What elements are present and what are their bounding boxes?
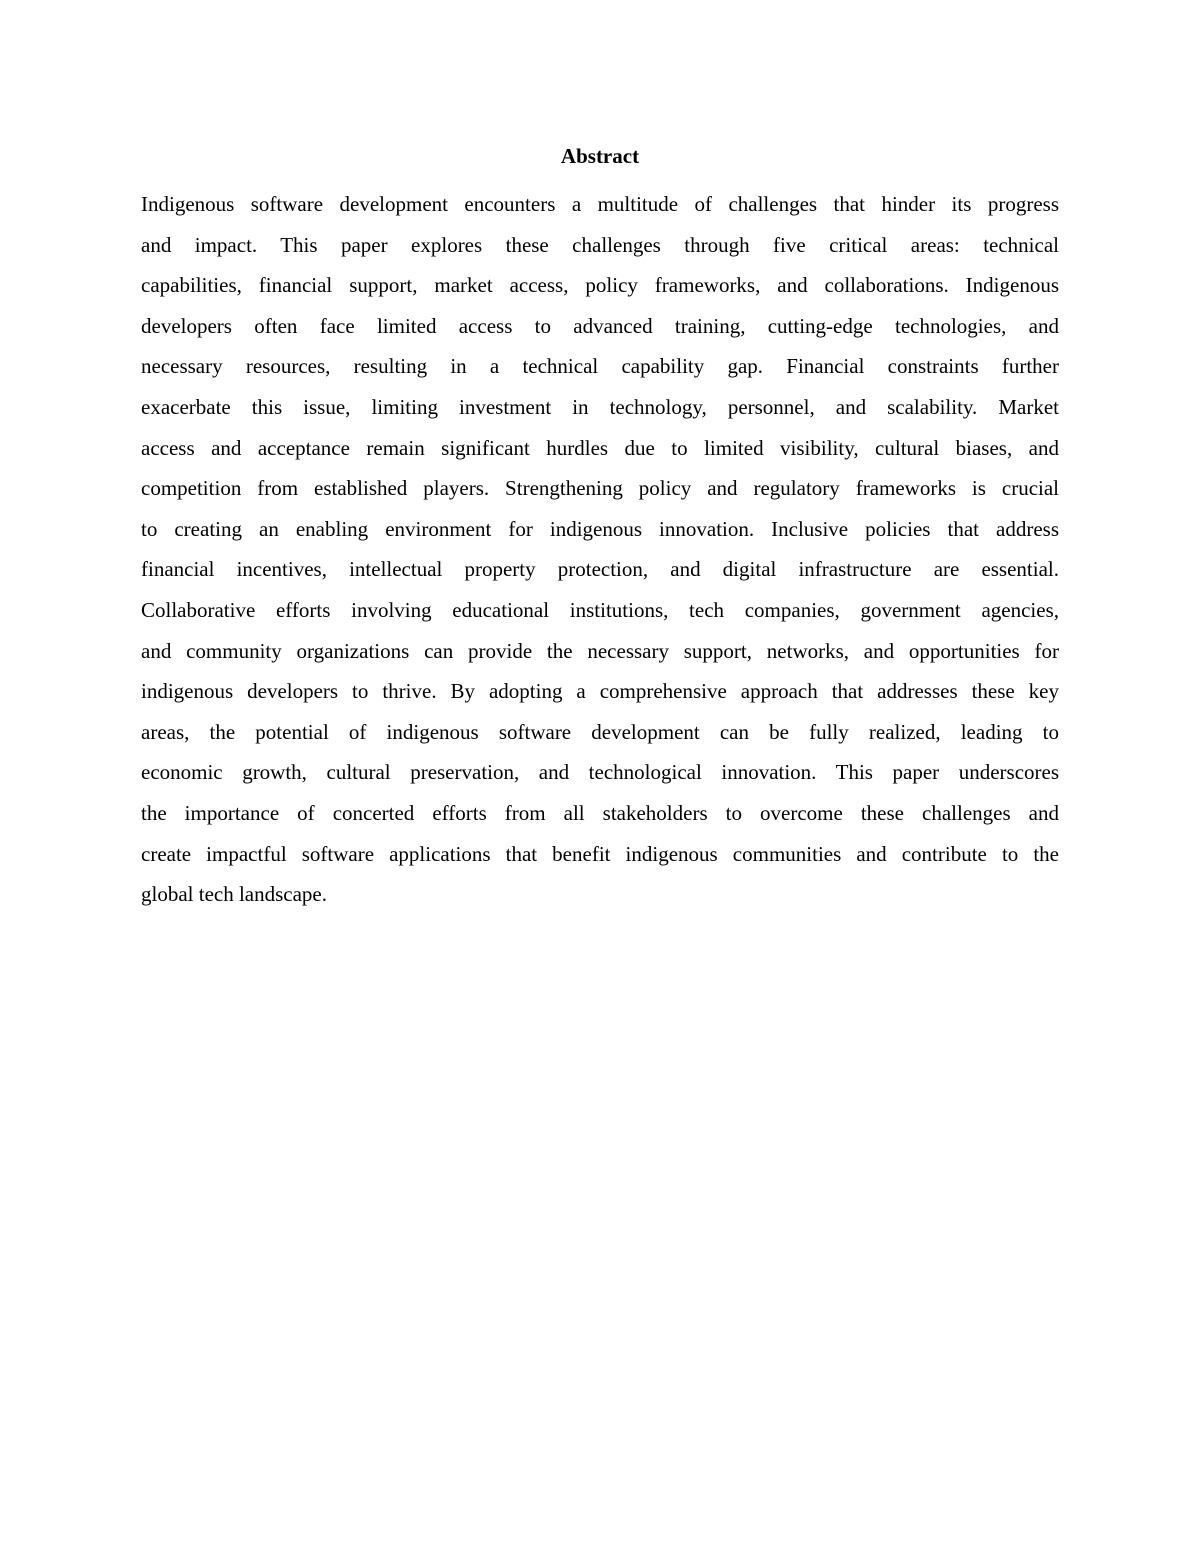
abstract-line: developers often face limited access to advanced training, cutting-edge technologies, and [141,313,1059,338]
abstract-line: global tech landscape. [141,882,328,907]
abstract-line: access and acceptance remain significant hurdles due to limited visibility, cultural biases, and [141,435,1059,460]
abstract-line: capabilities, financial support, market access, policy frameworks, and collaborations. Indigenous [141,273,1059,298]
abstract-line: economic growth, cultural preservation, and technological innovation. This paper underscores [141,760,1059,785]
abstract-line: exacerbate this issue, limiting investment in technology, personnel, and scalability. Market [141,394,1059,419]
abstract-line: financial incentives, intellectual property protection, and digital infrastructure are essential. [141,557,1059,582]
abstract-heading: Abstract [560,144,640,168]
abstract-line: areas, the potential of indigenous software development can be fully realized, leading to [141,719,1059,744]
abstract-line: create impactful software applications that benefit indigenous communities and contribute to the [141,841,1059,866]
abstract-line: Collaborative efforts involving educational institutions, tech companies, government agencies, [141,597,1059,622]
abstract-body [141,184,1059,915]
abstract-line: to creating an enabling environment for indigenous innovation. Inclusive policies that address [141,516,1059,541]
abstract-line: and impact. This paper explores these challenges through five critical areas: technical [141,232,1059,257]
abstract-line: competition from established players. Strengthening policy and regulatory frameworks is crucial [141,476,1059,501]
abstract-line: and community organizations can provide the necessary support, networks, and opportunities for [141,638,1059,663]
abstract-line: the importance of concerted efforts from all stakeholders to overcome these challenges and [141,800,1059,825]
abstract-line: Indigenous software development encounters a multitude of challenges that hinder its progress [141,192,1059,216]
abstract-line: necessary resources, resulting in a technical capability gap. Financial constraints further [141,354,1059,379]
abstract-line: indigenous developers to thrive. By adopting a comprehensive approach that addresses these key [141,679,1059,704]
